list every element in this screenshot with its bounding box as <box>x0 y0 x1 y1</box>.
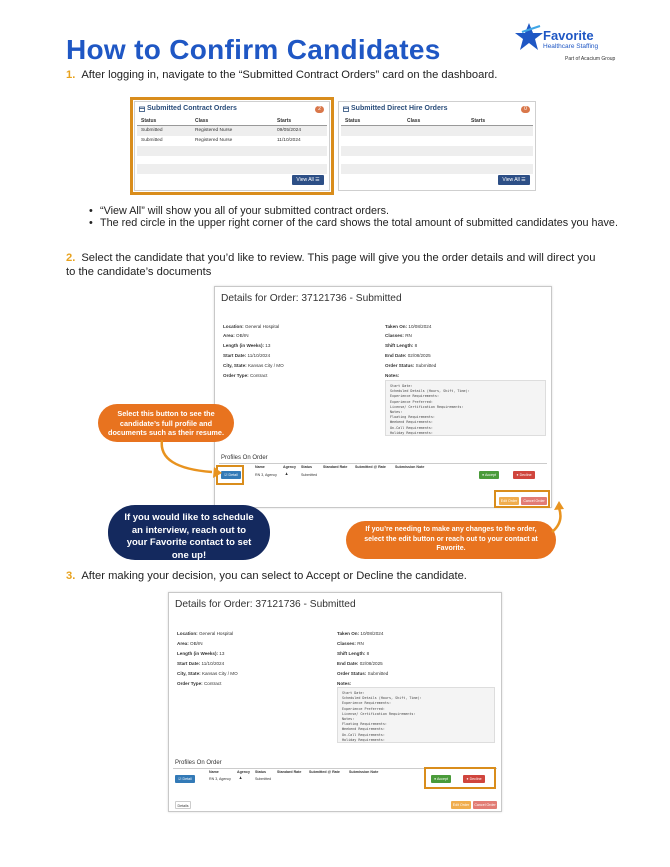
col-agency: Agency <box>283 465 296 469</box>
count-badge: 0 <box>521 106 530 113</box>
col-name: Name <box>255 465 265 469</box>
detail-end-date: End Date: 02/08/2025 <box>385 353 431 358</box>
callout-edit-order: If you’re needing to make any changes to the order, select the edit button or reach out to your contact at Favorite. <box>346 521 556 559</box>
candidate-name: RN 3, Agency <box>255 473 277 477</box>
curved-arrow-icon <box>156 438 224 480</box>
logo-subtitle: Healthcare Staffing <box>543 43 599 50</box>
detail-order-status: Order Status: Submitted <box>385 363 437 368</box>
view-all-label: View All <box>296 177 314 183</box>
profiles-on-order-title: Profiles On Order <box>221 455 268 461</box>
details-title: Details for Order: 37121736 - Submitted <box>221 293 402 304</box>
curved-arrow-up-icon <box>546 500 570 534</box>
step-2 <box>66 251 606 279</box>
callout-schedule-interview: If you would like to schedule an interview, reach out to your Favorite contact to set one up! <box>108 505 270 560</box>
decline-button[interactable]: ● Decline <box>463 775 485 783</box>
details-title: Details for Order: 37121736 - Submitted <box>175 599 356 610</box>
col-submitted-rate: Submitted @ Rate <box>309 770 340 774</box>
detail-taken-on: Taken On: 10/08/2024 <box>337 631 384 636</box>
divider <box>219 463 547 464</box>
col-submission-note: Submission Note <box>349 770 379 774</box>
bullet-item: • “View All” will show you all of your submitted contract orders. <box>100 205 620 217</box>
detail-taken-on: Taken On: 10/08/2024 <box>385 324 432 329</box>
col-status: Status <box>301 465 312 469</box>
detail-classes: Classes: RN <box>385 333 412 338</box>
detail-area: Area: OB/IN <box>223 333 249 338</box>
cell-starts: 09/05/2024 <box>277 128 302 133</box>
cancel-order-button[interactable]: Cancel Order <box>474 803 496 807</box>
step-1-text: After logging in, navigate to the “Submitted Contract Orders” card on the dashboard. <box>81 69 498 81</box>
detail-city-state: City, State: Kansas City / MO <box>223 363 284 368</box>
count-badge: 2 <box>315 106 324 113</box>
detail-location: Location: General Hospital <box>223 324 280 329</box>
col-status: Status <box>255 770 266 774</box>
col-submitted-rate: Submitted @ Rate <box>355 465 386 469</box>
highlight-frame <box>424 767 496 789</box>
view-all-button[interactable]: View All ☰ <box>498 175 530 185</box>
page-title: How to Confirm Candidates <box>66 34 441 65</box>
step-2-number: 2. <box>66 252 76 264</box>
step-1 <box>66 68 626 82</box>
col-starts: Starts <box>471 118 486 124</box>
col-status: Status <box>345 118 361 124</box>
col-class: Class <box>407 118 421 124</box>
logo-name: Favorite <box>543 28 594 43</box>
col-status: Status <box>141 118 157 124</box>
accept-button[interactable]: ● Accept <box>431 775 451 783</box>
bullet-list <box>100 205 620 229</box>
cell-status: Submitted <box>141 138 163 143</box>
callout-profile: Select this button to see the candidate’s full profile and documents such as their resume. <box>98 404 234 442</box>
detail-start-date: Start Date: 11/10/2024 <box>223 353 271 358</box>
step-2-text: Select the candidate that you’d like to review. This page will give you the order details and will direct you to the candidate’s documents <box>66 252 596 278</box>
detail-length: Length (in Weeks): 13 <box>177 651 225 656</box>
submitted-direct-hire-orders-card[interactable] <box>338 101 536 191</box>
notes-box: Start Date: Scheduled Details (Hours, Shift, Time): Experience Requirements: Experience Preferred: License/ Certification Requirements: Notes: Floating Requirements: Weekend Requirements: On-Call Requirements: Holiday Requirements: <box>337 687 495 743</box>
detail-length: Length (in Weeks): 13 <box>223 343 271 348</box>
cell-starts: 11/10/2024 <box>277 138 301 143</box>
step-3-text: After making your decision, you can select to Accept or Decline the candidate. <box>81 570 467 582</box>
candidate-name: RN 3, Agency <box>209 777 231 781</box>
view-all-label: View All <box>502 177 520 183</box>
detail-end-date: End Date: 02/08/2025 <box>337 661 383 666</box>
cell-status: Submitted <box>141 128 163 133</box>
person-icon: ♟ <box>285 472 289 476</box>
view-all-button[interactable]: View All ☰ <box>292 175 324 185</box>
table-row-empty <box>341 164 533 174</box>
detail-city-state: City, State: Kansas City / MO <box>177 671 238 676</box>
detail-classes: Classes: RN <box>337 641 364 646</box>
card-title: Submitted Contract Orders <box>147 105 237 112</box>
col-starts: Starts <box>277 118 292 124</box>
edit-order-button[interactable]: Edit Order <box>452 803 470 807</box>
bullet-item: • The red circle in the upper right corner of the card shows the total amount of submitted candidates you have. <box>100 217 620 229</box>
col-class: Class <box>195 118 209 124</box>
detail-order-type: Order Type: Contract <box>177 681 222 686</box>
step-3 <box>66 569 606 583</box>
profiles-on-order-title: Profiles On Order <box>175 760 222 766</box>
detail-notes-label: Notes: <box>337 681 352 686</box>
cell-class: Registered Nurse <box>195 128 233 133</box>
details-button[interactable]: Details <box>175 801 191 809</box>
logo-part-of: Part of Acacium Group <box>565 56 616 62</box>
edit-order-button[interactable]: Edit Order <box>500 499 518 503</box>
detail-notes-label: Notes: <box>385 373 400 378</box>
detail-start-date: Start Date: 11/10/2024 <box>177 661 225 666</box>
detail-shift-length: Shift Length: 8 <box>337 651 370 656</box>
cell-class: Registered Nurse <box>195 138 233 143</box>
card-title: Submitted Direct Hire Orders <box>351 105 448 112</box>
table-row-empty <box>341 146 533 156</box>
accept-button[interactable]: ● Accept <box>479 471 499 479</box>
col-submission-note: Submission Note <box>395 465 425 469</box>
detail-order-status: Order Status: Submitted <box>337 671 389 676</box>
notes-box: Start Date: Scheduled Details (Hours, Shift, Time): Experience Requirements: Experience Preferred: License/ Certification Requirements: Notes: Floating Requirements: Weekend Requirements: On-Call Requirements: Holiday Requirements: <box>385 380 546 436</box>
detail-button[interactable]: ☑ Detail <box>175 775 195 783</box>
detail-order-type: Order Type: Contract <box>223 373 268 378</box>
decline-button[interactable]: ● Decline <box>513 471 535 479</box>
star-logo-icon <box>514 22 544 54</box>
order-details-window <box>214 286 552 508</box>
step-3-number: 3. <box>66 570 76 582</box>
col-standard-rate: Standard Rate <box>277 770 302 774</box>
table-row-empty <box>341 126 533 136</box>
step-1-number: 1. <box>66 69 76 81</box>
detail-location: Location: General Hospital <box>177 631 234 636</box>
person-icon: ♟ <box>239 776 243 780</box>
cancel-order-button[interactable]: Cancel Order <box>521 497 547 505</box>
highlight-frame <box>130 97 334 195</box>
col-name: Name <box>209 770 219 774</box>
detail-area: Area: OB/IN <box>177 641 203 646</box>
detail-shift-length: Shift Length: 8 <box>385 343 418 348</box>
highlight-frame <box>494 490 550 508</box>
card-table-header <box>341 118 533 126</box>
col-standard-rate: Standard Rate <box>323 465 348 469</box>
detail-button[interactable]: ☑ Detail <box>221 471 241 479</box>
candidate-status: Submitted <box>301 473 318 477</box>
calendar-icon <box>343 106 349 112</box>
candidate-status: Submitted <box>255 777 272 781</box>
col-agency: Agency <box>237 770 250 774</box>
